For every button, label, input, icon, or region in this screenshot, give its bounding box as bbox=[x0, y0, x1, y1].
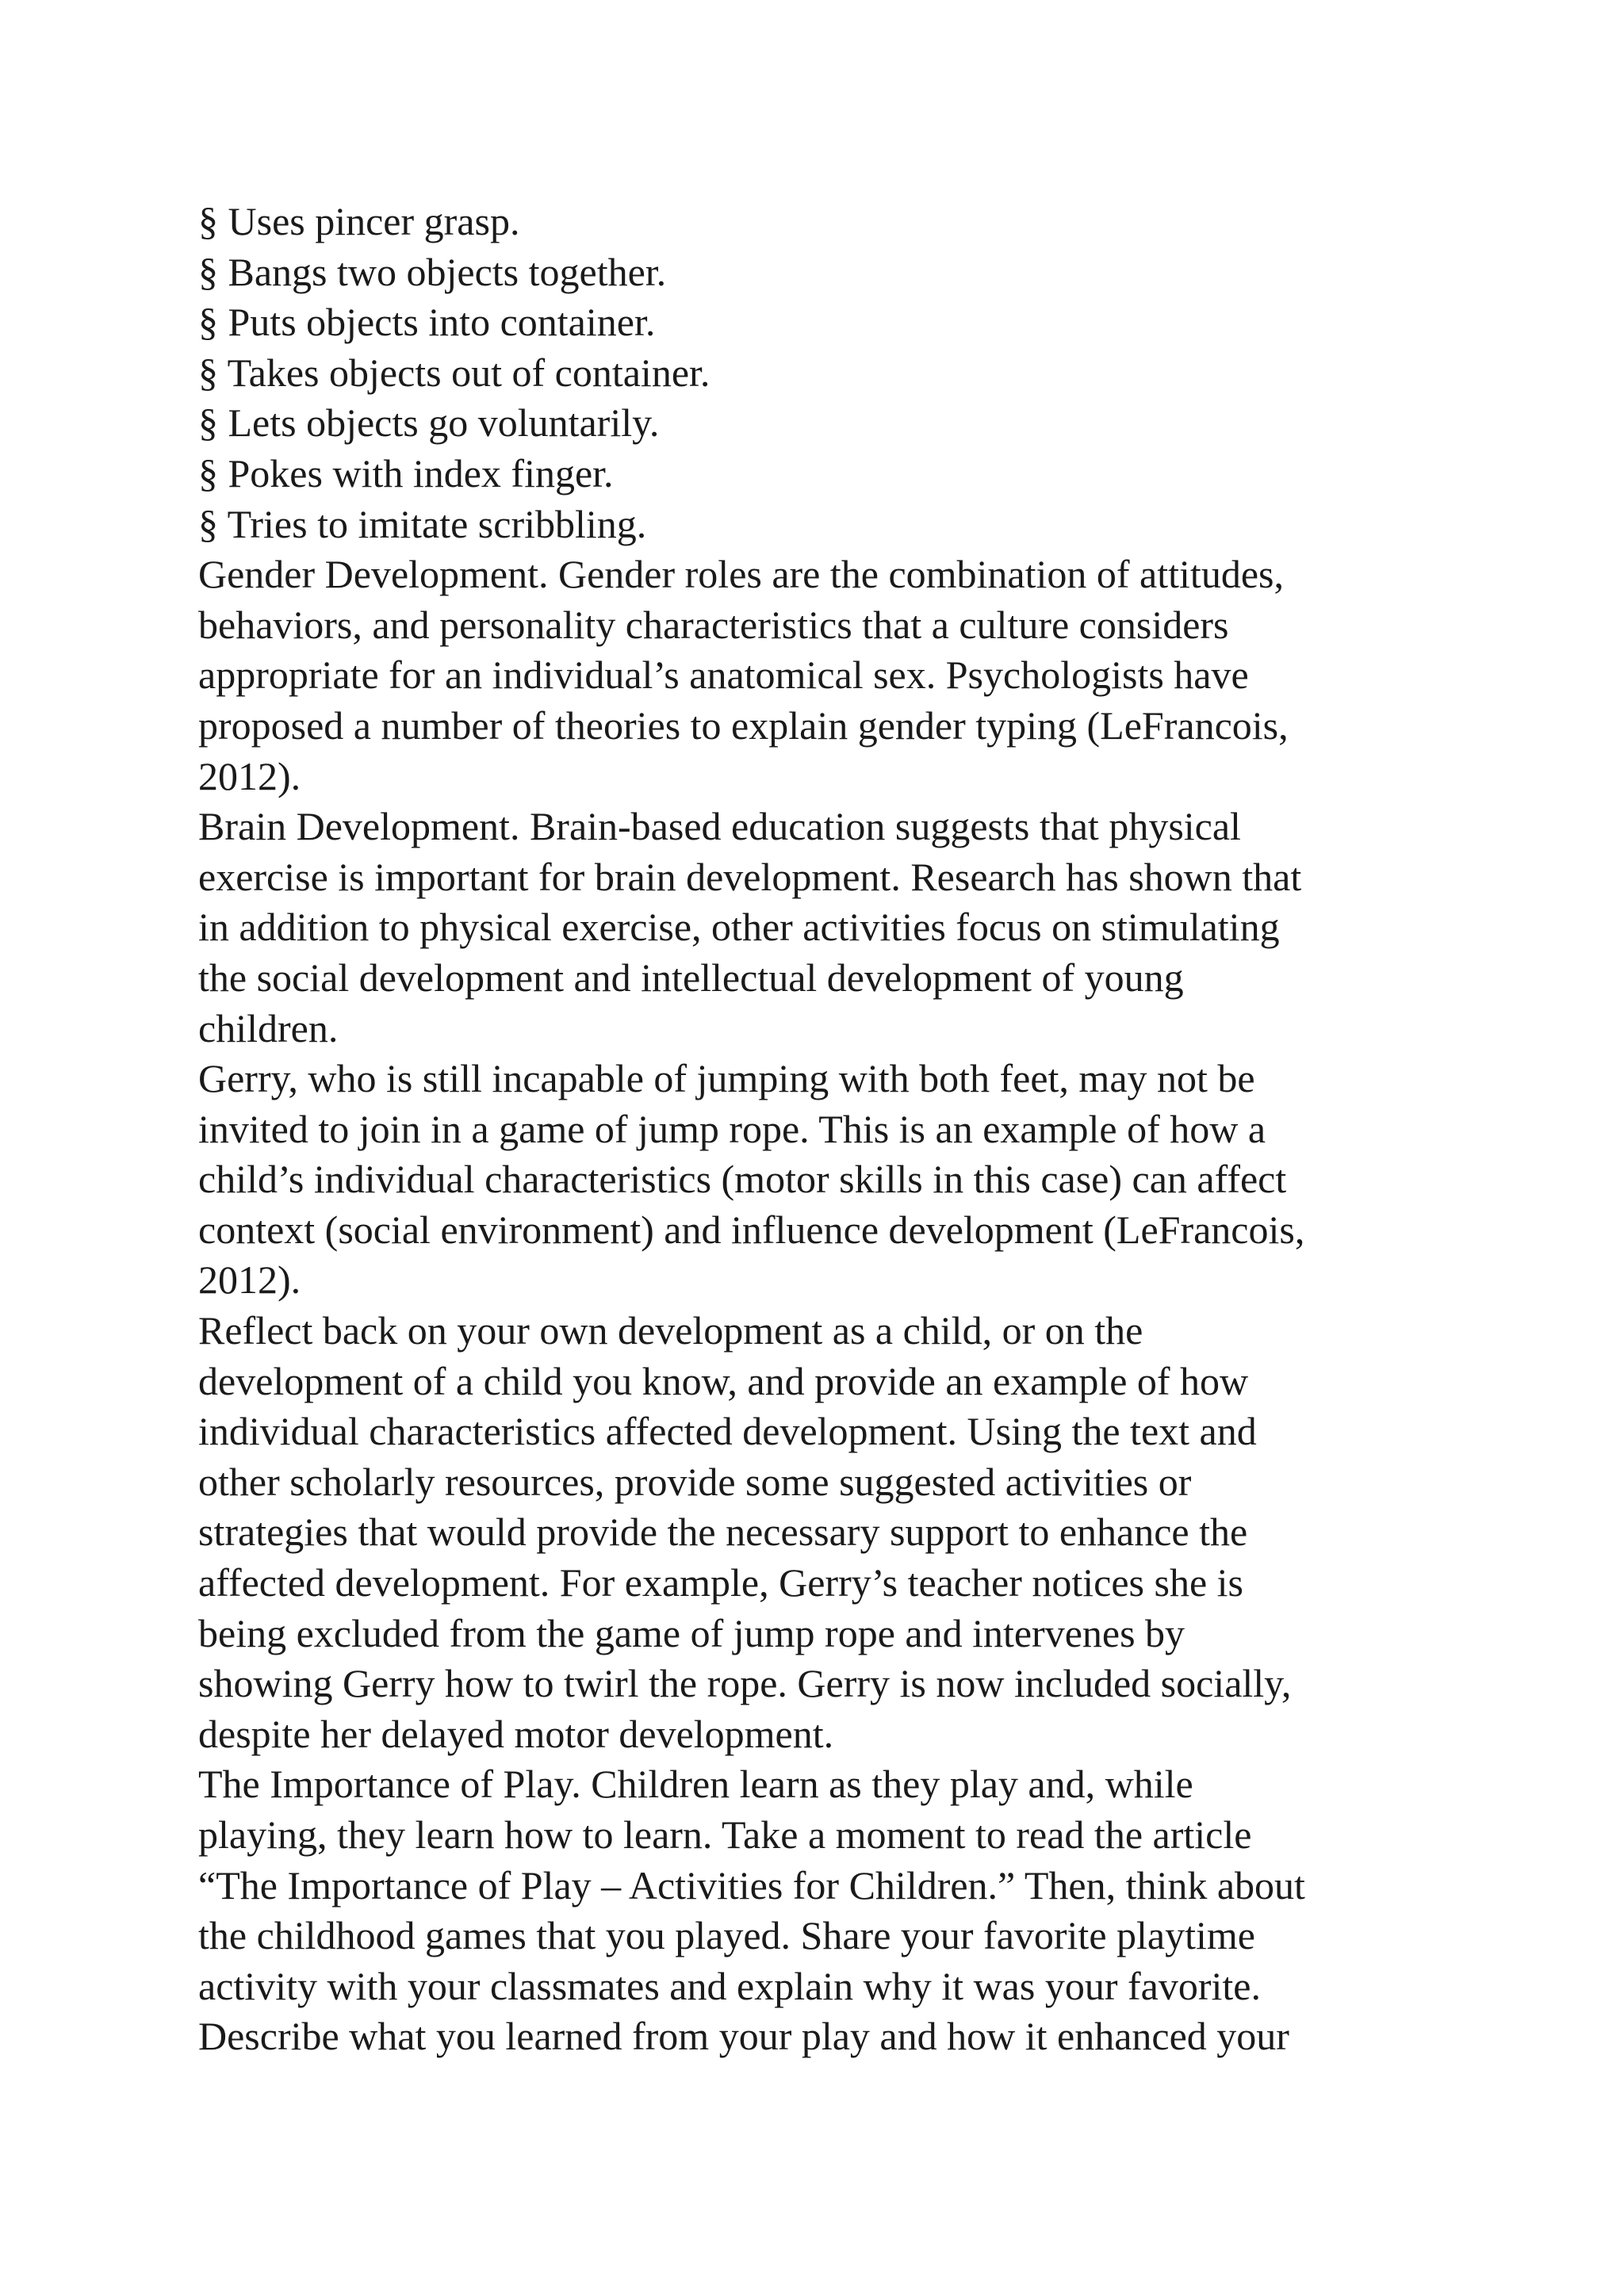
gender-development-paragraph bbox=[198, 549, 1435, 802]
text-line: Gerry, who is still incapable of jumping with both feet, may not be bbox=[198, 1056, 1255, 1101]
text-line: Gender Development. Gender roles are the combination of attitudes, bbox=[198, 552, 1284, 597]
text-line: the social development and intellectual development of young bbox=[198, 955, 1184, 1000]
text-line: Reflect back on your own development as a child, or on the bbox=[198, 1308, 1143, 1353]
reflect-paragraph bbox=[198, 1306, 1435, 1759]
bullet-item: § Takes objects out of container. bbox=[198, 350, 710, 395]
bullet-item: § Puts objects into container. bbox=[198, 300, 656, 345]
gerry-example-paragraph bbox=[198, 1054, 1435, 1306]
text-line: behaviors, and personality characteristics that a culture considers bbox=[198, 602, 1229, 647]
text-line: context (social environment) and influence development (LeFrancois, bbox=[198, 1207, 1305, 1252]
text-line: showing Gerry how to twirl the rope. Gerry is now included socially, bbox=[198, 1661, 1292, 1706]
text-line: 2012). bbox=[198, 1257, 301, 1303]
text-line: The Importance of Play. Children learn as they play and, while bbox=[198, 1762, 1193, 1807]
text-line: being excluded from the game of jump rope and intervenes by bbox=[198, 1610, 1185, 1655]
bullet-list bbox=[198, 197, 1435, 549]
bullet-item: § Tries to imitate scribbling. bbox=[198, 501, 647, 546]
bullet-item: § Lets objects go voluntarily. bbox=[198, 400, 660, 446]
text-line: strategies that would provide the necessary support to enhance the bbox=[198, 1510, 1248, 1555]
text-line: individual characteristics affected development. Using the text and bbox=[198, 1409, 1257, 1454]
text-line: affected development. For example, Gerry’s teacher notices she is bbox=[198, 1560, 1244, 1605]
text-line: development of a child you know, and provide an example of how bbox=[198, 1358, 1249, 1403]
text-line: “The Importance of Play – Activities for Children.” Then, think about bbox=[198, 1862, 1305, 1908]
bullet-item: § Pokes with index finger. bbox=[198, 450, 614, 496]
text-line: children. bbox=[198, 1005, 339, 1050]
text-line: despite her delayed motor development. bbox=[198, 1711, 834, 1756]
document-page bbox=[198, 197, 1435, 2062]
bullet-item: § Bangs two objects together. bbox=[198, 249, 667, 294]
text-line: 2012). bbox=[198, 753, 301, 798]
text-line: playing, they learn how to learn. Take a moment to read the article bbox=[198, 1812, 1252, 1857]
text-line: Describe what you learned from your play and how it enhanced your bbox=[198, 2014, 1289, 2059]
text-line: child’s individual characteristics (motor skills in this case) can affect bbox=[198, 1157, 1287, 1202]
text-line: invited to join in a game of jump rope. This is an example of how a bbox=[198, 1106, 1266, 1151]
text-line: the childhood games that you played. Share your favorite playtime bbox=[198, 1913, 1255, 1958]
text-line: in addition to physical exercise, other activities focus on stimulating bbox=[198, 905, 1280, 950]
text-line: proposed a number of theories to explain gender typing (LeFrancois, bbox=[198, 702, 1289, 748]
brain-development-paragraph bbox=[198, 802, 1435, 1054]
bullet-item: § Uses pincer grasp. bbox=[198, 199, 520, 243]
text-line: appropriate for an individual’s anatomical sex. Psychologists have bbox=[198, 652, 1249, 698]
text-line: other scholarly resources, provide some suggested activities or bbox=[198, 1459, 1192, 1504]
text-line: activity with your classmates and explain why it was your favorite. bbox=[198, 1963, 1261, 2008]
importance-of-play-paragraph bbox=[198, 1759, 1435, 2062]
text-line: exercise is important for brain development. Research has shown that bbox=[198, 854, 1302, 899]
text-line: Brain Development. Brain-based education suggests that physical bbox=[198, 804, 1241, 849]
